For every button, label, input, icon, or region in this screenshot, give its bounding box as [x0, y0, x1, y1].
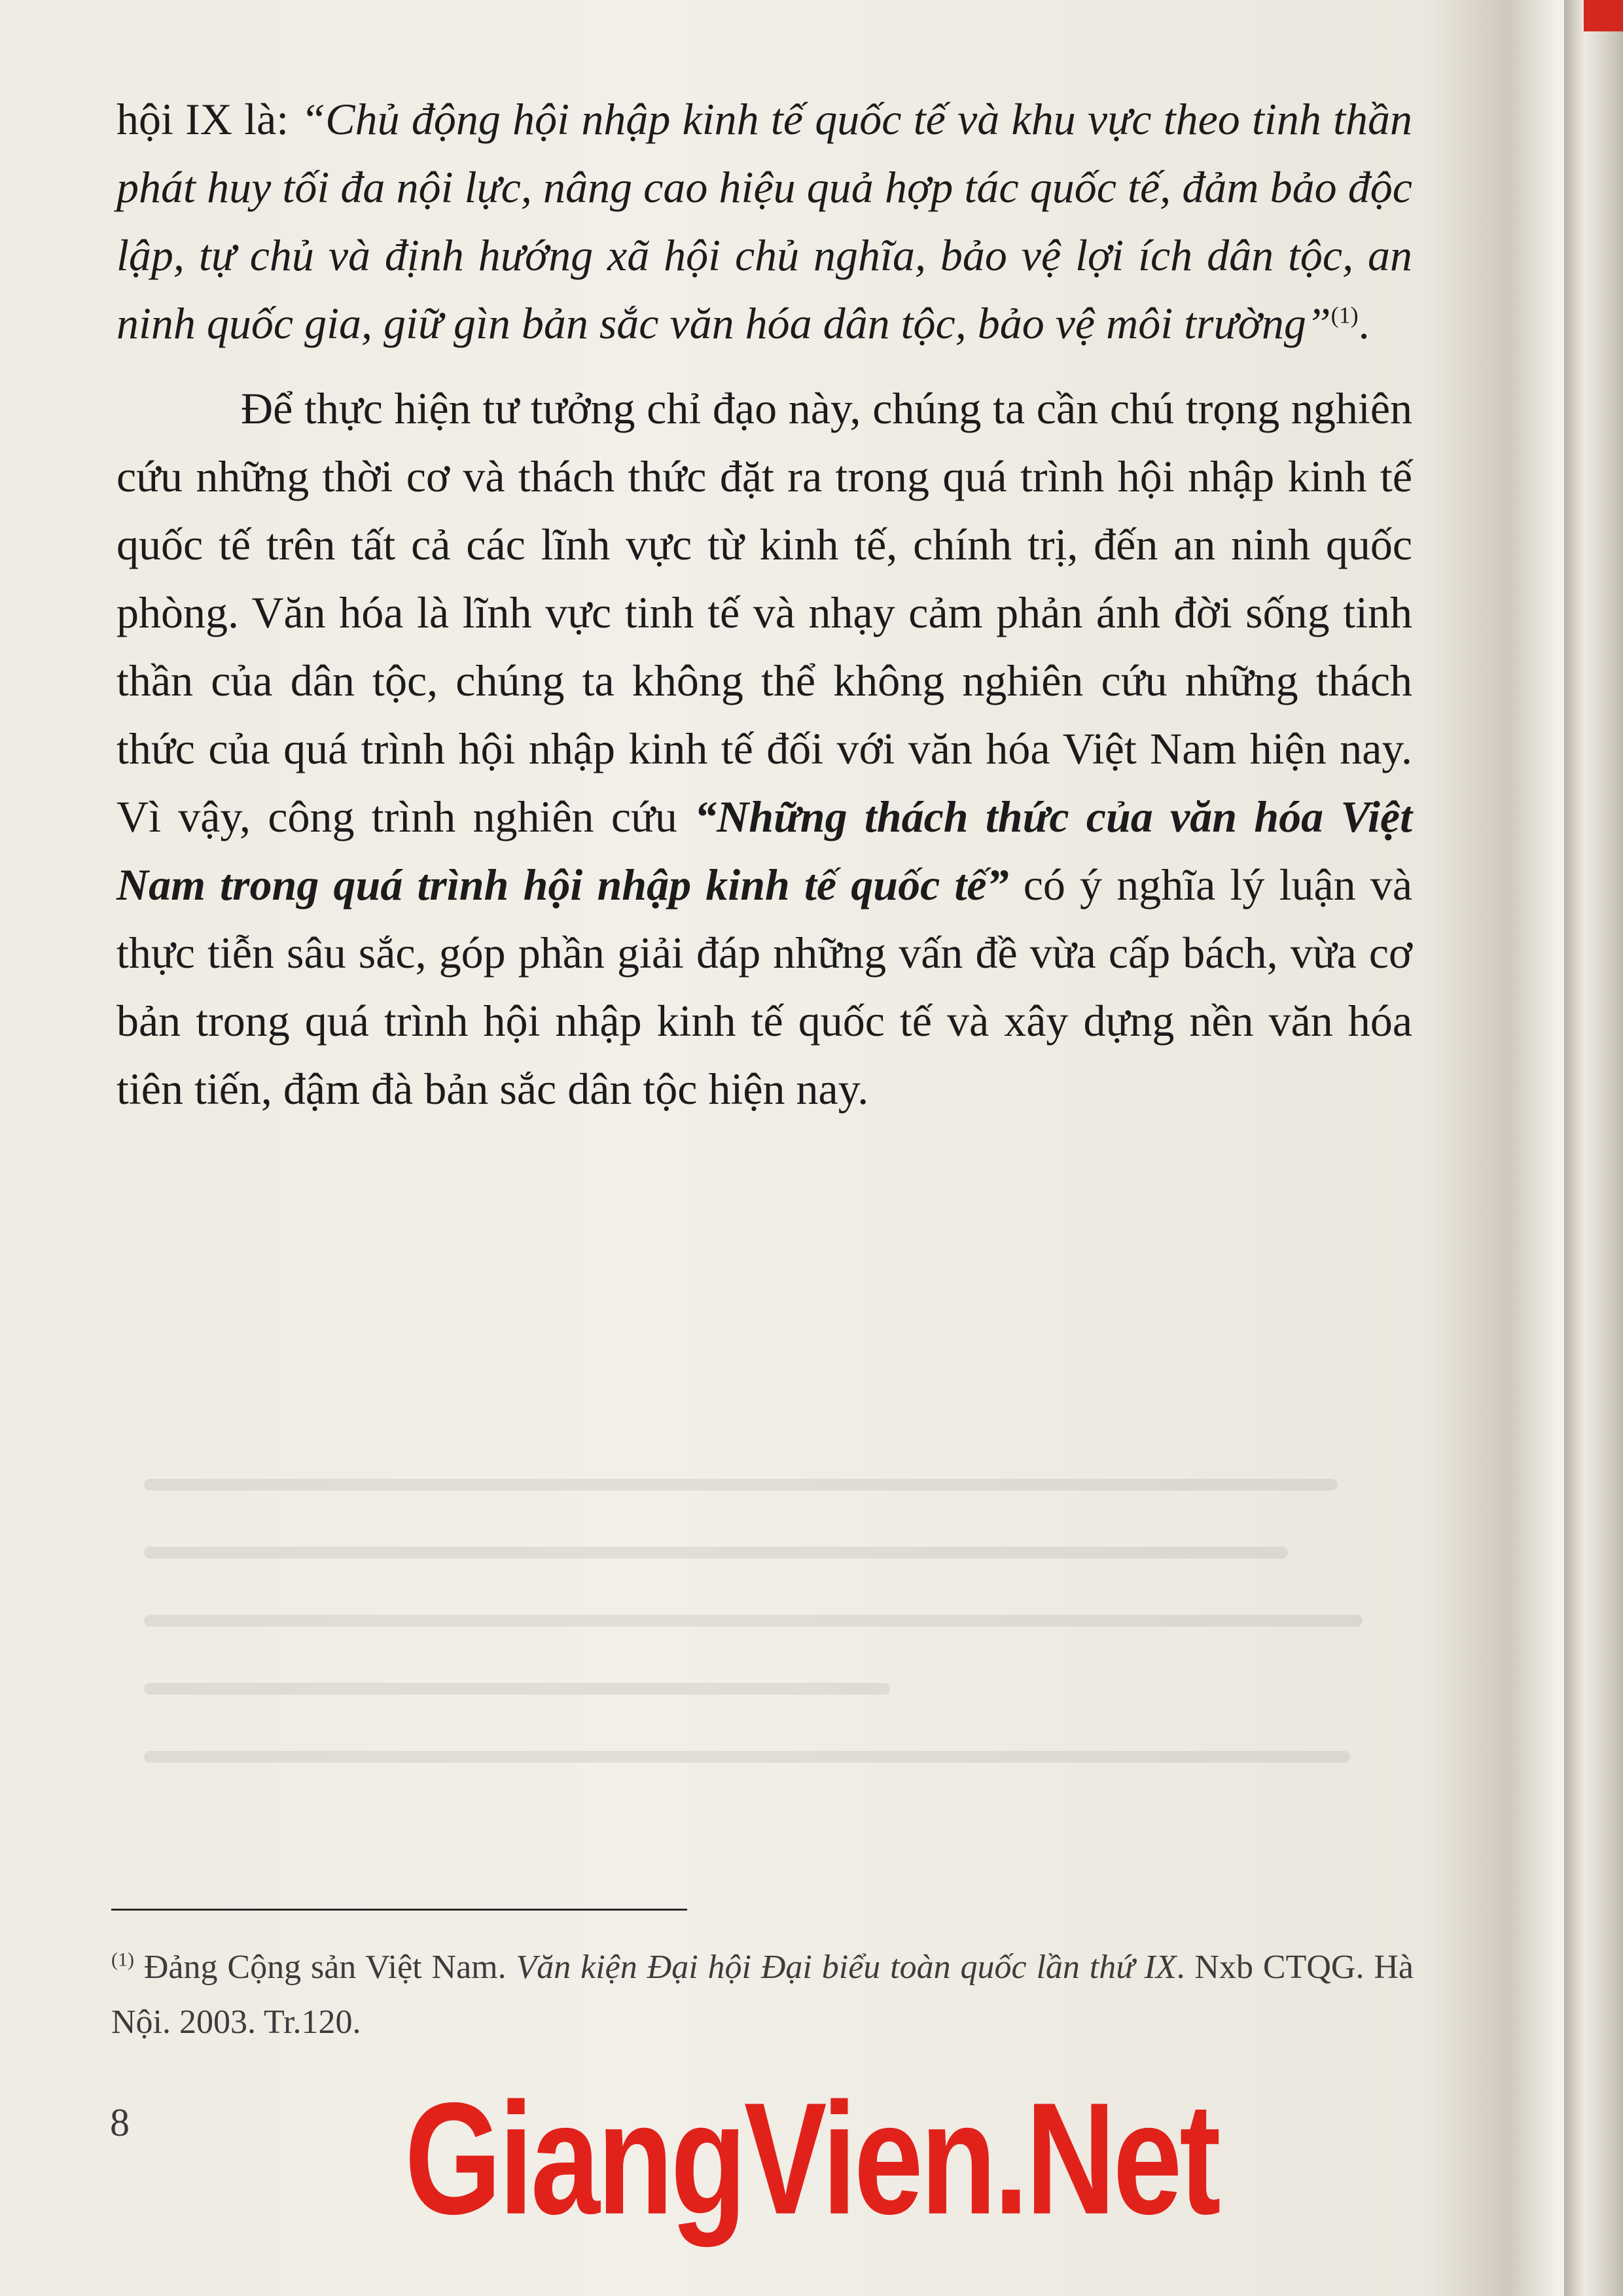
watermark-logo: GiangVien.Net [404, 2070, 1219, 2248]
paragraph-1-end: . [1358, 298, 1370, 348]
footnote-source: Đảng Cộng sản Việt Nam. [134, 1949, 516, 1986]
paragraph-2 [116, 374, 1412, 1123]
footnote-work-title: Văn kiện Đại hội Đại biểu toàn quốc lần thứ IX [516, 1949, 1177, 1986]
research-title: “Những thách thức của văn hóa Việt Nam trong quá trình hội nhập kinh tế quốc tế” [116, 792, 1412, 910]
bleed-through-text [144, 1479, 1387, 1819]
paragraph-2-text-after: có ý nghĩa lý luận và thực tiễn sâu sắc, góp phần giải đáp những vấn đề vừa cấp bách, vừa cơ bản trong quá trình hội nhập kinh tế quốc tế và xây dựng nền văn hóa tiên tiến, đậm đà bản sắc dân tộc hiện nay. [116, 860, 1412, 1114]
footnote-marker: (1) [111, 1949, 134, 1971]
footnote-reference: (1) [1330, 302, 1359, 328]
footnote-details: . Nxb CTQG. Hà Nội. 2003. Tr.120. [111, 1949, 1414, 2041]
main-text [116, 85, 1412, 1123]
page-number: 8 [110, 2101, 130, 2144]
congress-quote: “Chủ động hội nhập kinh tế quốc tế và khu vực theo tinh thần phát huy tối đa nội lực, nâng cao hiệu quả hợp tác quốc tế, đảm bảo độc lập, tự chủ và định hướng xã hội chủ nghĩa, bảo vệ lợi ích dân tộc, an ninh quốc gia, giữ gìn bản sắc văn hóa dân tộc, bảo vệ môi trường” [116, 94, 1412, 348]
footnote [111, 1940, 1414, 2050]
paragraph-2-text-before: Để thực hiện tư tưởng chỉ đạo này, chúng ta cần chú trọng nghiên cứu những thời cơ và thách thức đặt ra trong quá trình hội nhập kinh tế quốc tế trên tất cả các lĩnh vực từ kinh tế, chính trị, đến an ninh quốc phòng. Văn hóa là lĩnh vực tinh tế và nhạy cảm phản ánh đời sống tinh thần của dân tộc, chúng ta không thể không nghiên cứu những thách thức của quá trình hội nhập kinh tế đối với văn hóa Việt Nam hiện nay. Vì vậy, công trình nghiên cứu [116, 383, 1412, 841]
footnote-divider [111, 1909, 687, 1911]
corner-red-mark [1584, 0, 1623, 31]
page-spine-edge [1564, 0, 1623, 2296]
paragraph-1 [116, 85, 1412, 357]
paragraph-1-lead: hội IX là: [116, 94, 301, 144]
